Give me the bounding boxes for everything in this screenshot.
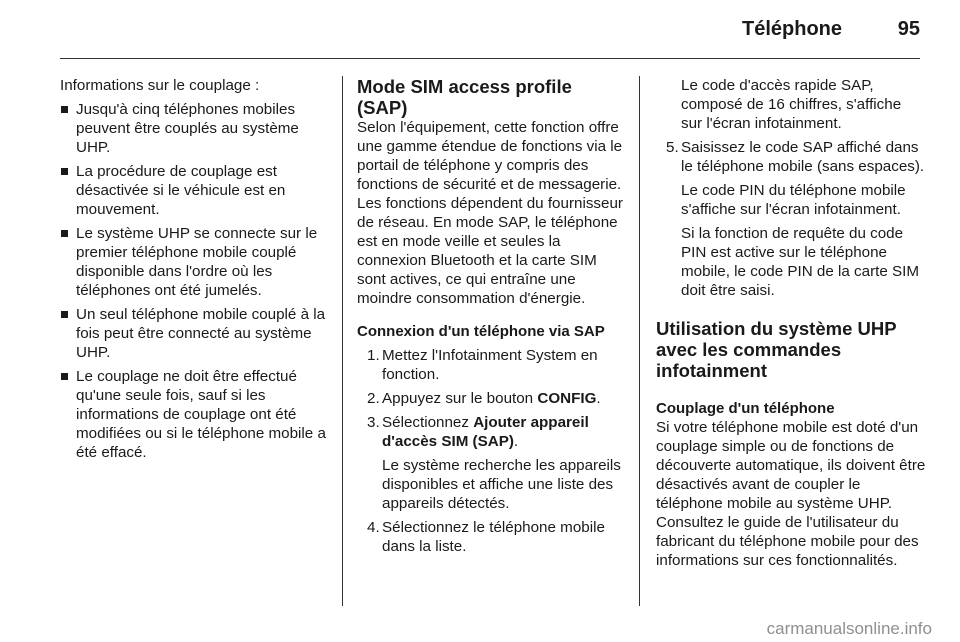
list-item: Le couplage ne doit être effectué qu'une seule fois, sauf si les informations de couplage ont été modifiées ou si le téléphone mobile a été effacé. [60, 367, 328, 462]
step-note: Le code PIN du téléphone mobile s'affiche sur l'écran infotainment. [681, 182, 906, 218]
list-item [357, 518, 627, 556]
pairing-body: Si votre téléphone mobile est doté d'un couplage simple ou de fonctions de découverte automatique, ils doivent être désactivés avant de coupler le téléphone mobile au système UHP. Consultez le guide de l'utilisateur du fabricant du téléphone mobile pour des informations sur ces fonctionnalités. [656, 419, 926, 569]
list-item [656, 76, 926, 133]
list-item: Un seul téléphone mobile couplé à la fois peut être connecté au système UHP. [60, 305, 328, 362]
pairing-info-list [60, 100, 328, 462]
pairing-heading: Couplage d'un téléphone [656, 400, 835, 417]
sap-steps [357, 346, 627, 556]
step-number: 5. [666, 139, 679, 156]
column-3 [656, 76, 926, 570]
step-number: 4. [367, 519, 380, 536]
step-text: . [596, 390, 601, 407]
watermark: carmanualsonline.info [766, 619, 932, 638]
sap-steps-continued [656, 76, 926, 300]
list-item [656, 138, 926, 300]
step-text: Appuyez sur le bouton [382, 390, 538, 407]
list-item [357, 346, 627, 384]
column-divider-1 [342, 76, 343, 606]
list-item [357, 389, 627, 408]
sap-connect-heading: Connexion d'un téléphone via SAP [357, 323, 605, 340]
step-text: Sélectionnez le téléphone mobile dans la liste. [382, 519, 605, 555]
page-number: 95 [897, 18, 920, 40]
step-text: Sélectionnez [382, 414, 474, 431]
menu-option-label: Ajouter appareil d'accès SIM (SAP) [382, 414, 589, 450]
step-note: Le code d'accès rapide SAP, composé de 16 chiffres, s'affiche sur l'écran infotainment. [681, 77, 902, 132]
list-item: Le système UHP se connecte sur le premier téléphone mobile couplé disponible dans l'ordre où les téléphones ont été jumelés. [60, 224, 328, 300]
config-button-label: CONFIG [537, 390, 597, 407]
list-item [357, 413, 627, 513]
column-divider-2 [639, 76, 640, 606]
list-item: La procédure de couplage est désactivée si le véhicule est en mouvement. [60, 162, 328, 219]
step-note: Si la fonction de requête du code PIN est active sur le téléphone mobile, le code PIN de la carte SIM doit être saisi. [681, 225, 920, 299]
list-item: Jusqu'à cinq téléphones mobiles peuvent être couplés au système UHP. [60, 100, 328, 157]
sap-heading: Mode SIM access profile (SAP) [357, 76, 572, 118]
step-text: . [513, 433, 519, 450]
step-number: 2. [367, 390, 380, 407]
page-header [60, 18, 920, 59]
column-2 [357, 76, 627, 556]
step-number: 1. [367, 347, 380, 364]
page-title: Téléphone [741, 18, 842, 40]
step-text: Saisissez le code SAP affiché dans le téléphone mobile (sans espaces). [681, 139, 925, 175]
uhp-heading: Utilisation du système UHP avec les commandes infotainment [656, 318, 897, 381]
pairing-intro: Informations sur le couplage : [60, 77, 260, 94]
sap-body: Selon l'équipement, cette fonction offre une gamme étendue de fonctions via le portail de téléphone y compris des fonctions de sécurité et de messagerie. Les fonctions dépendent du fournisseur de réseau. En mode SAP, le téléphone est en mode veille et seules la connexion Bluetooth et la carte SIM sont actives, ce qui entraîne une moindre consommation d'énergie. [357, 119, 623, 307]
step-text: Mettez l'Infotainment System en fonction. [382, 347, 598, 383]
step-note: Le système recherche les appareils disponibles et affiche une liste des appareils détectés. [382, 457, 621, 512]
column-1 [60, 76, 328, 462]
step-number: 3. [367, 414, 380, 431]
